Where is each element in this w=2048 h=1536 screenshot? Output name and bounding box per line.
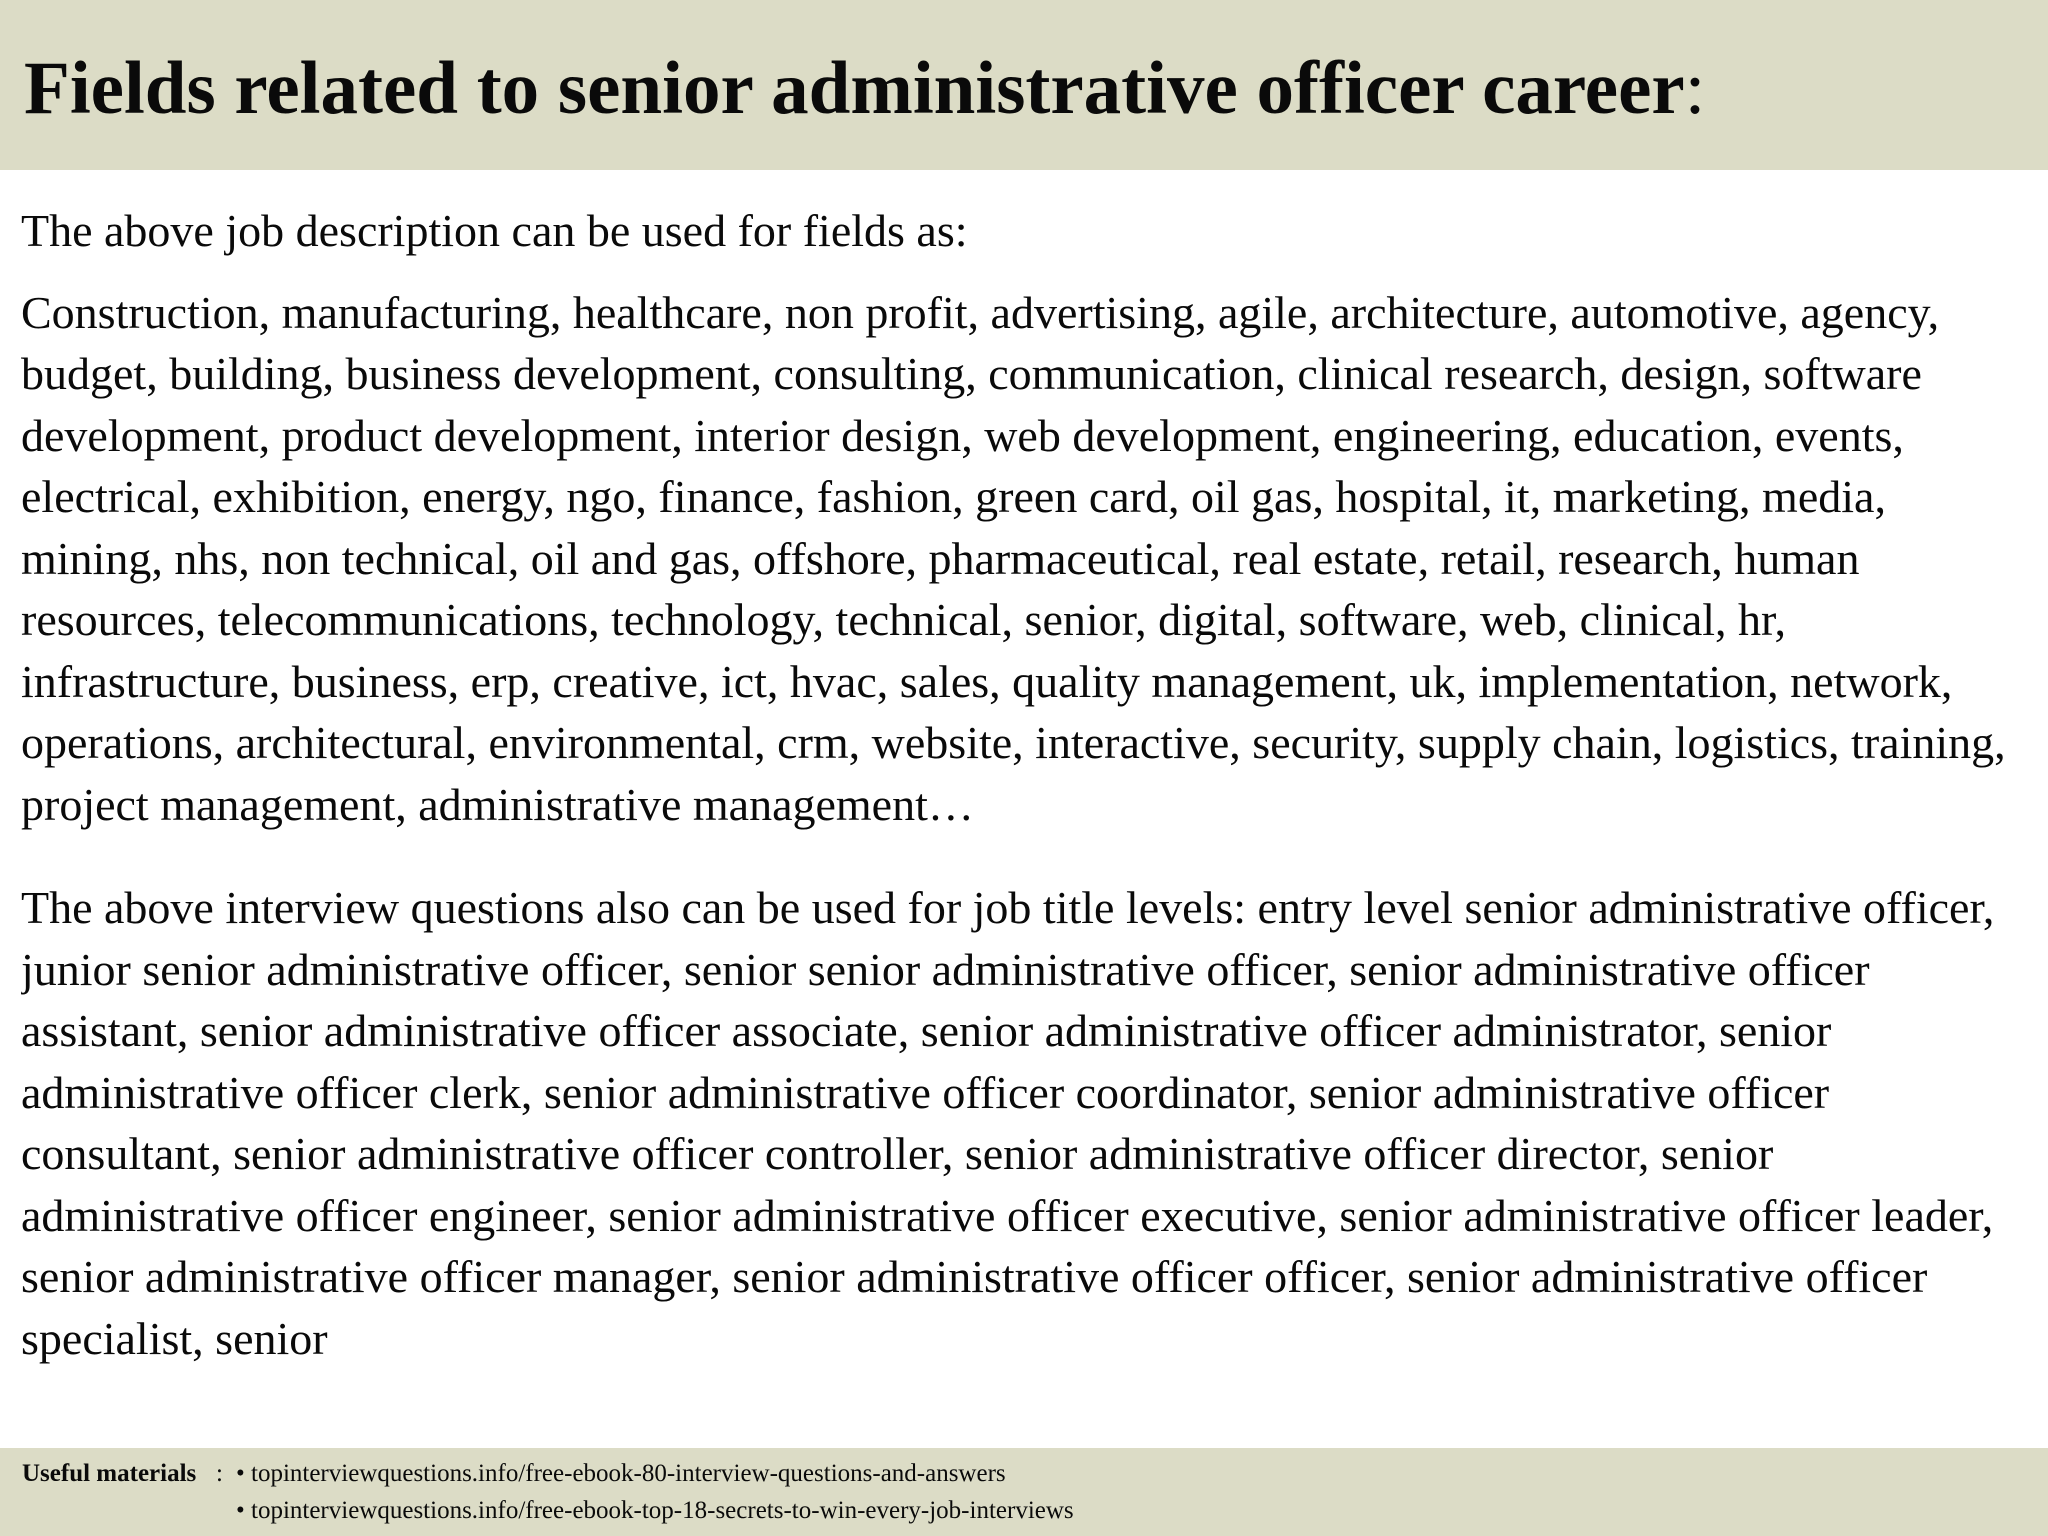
intro-paragraph: The above job description can be used for fields as:: [21, 205, 968, 256]
job-levels-paragraph: The above interview questions also can be used for job title levels: entry level senior administrative officer, junior senior administrative officer, senior senior administrative officer, senior administrative officer assistant, senior administrative officer associate, senior administrative officer administrator, senior administrative officer clerk, senior administrative officer coordinator, senior administrative officer consultant, senior administrative officer controller, senior administrative officer director, senior administrative officer engineer, senior administrative officer executive, senior administrative officer leader, senior administrative officer manager, senior administrative officer officer, senior administrative officer specialist, senior: [21, 882, 1995, 1364]
page-title: [24, 44, 1706, 134]
slide-body: [21, 200, 2031, 1448]
footer-link-ebook-80[interactable]: • topinterviewquestions.info/free-ebook-80-interview-questions-and-answers: [236, 1460, 1006, 1487]
fields-paragraph: Construction, manufacturing, healthcare, non profit, advertising, agile, architecture, automotive, agency, budget, building, business development, consulting, communication, clinical research, design, software development, product development, interior design, web development, engineering, education, events, electrical, exhibition, energy, ngo, finance, fashion, green card, oil gas, hospital, it, marketing, media, mining, nhs, non technical, oil and gas, offshore, pharmaceutical, real estate, retail, research, human resources, telecommunications, technology, technical, senior, digital, software, web, clinical, hr, infrastructure, business, erp, creative, ict, hvac, sales, quality management, uk, implementation, network, operations, architectural, environmental, crm, website, interactive, security, supply chain, logistics, training, project management, administrative management…: [21, 286, 2006, 830]
useful-materials-separator: :: [216, 1460, 223, 1487]
footer-bar: [0, 1448, 2048, 1536]
useful-materials-label: Useful materials: [22, 1460, 197, 1487]
title-bar: [0, 0, 2048, 170]
footer-link-ebook-top-18[interactable]: • topinterviewquestions.info/free-ebook-top-18-secrets-to-win-every-job-interviews: [236, 1497, 1074, 1524]
page-title-text: Fields related to senior administrative officer career: [24, 47, 1685, 130]
page-title-colon: :: [1684, 47, 1706, 130]
